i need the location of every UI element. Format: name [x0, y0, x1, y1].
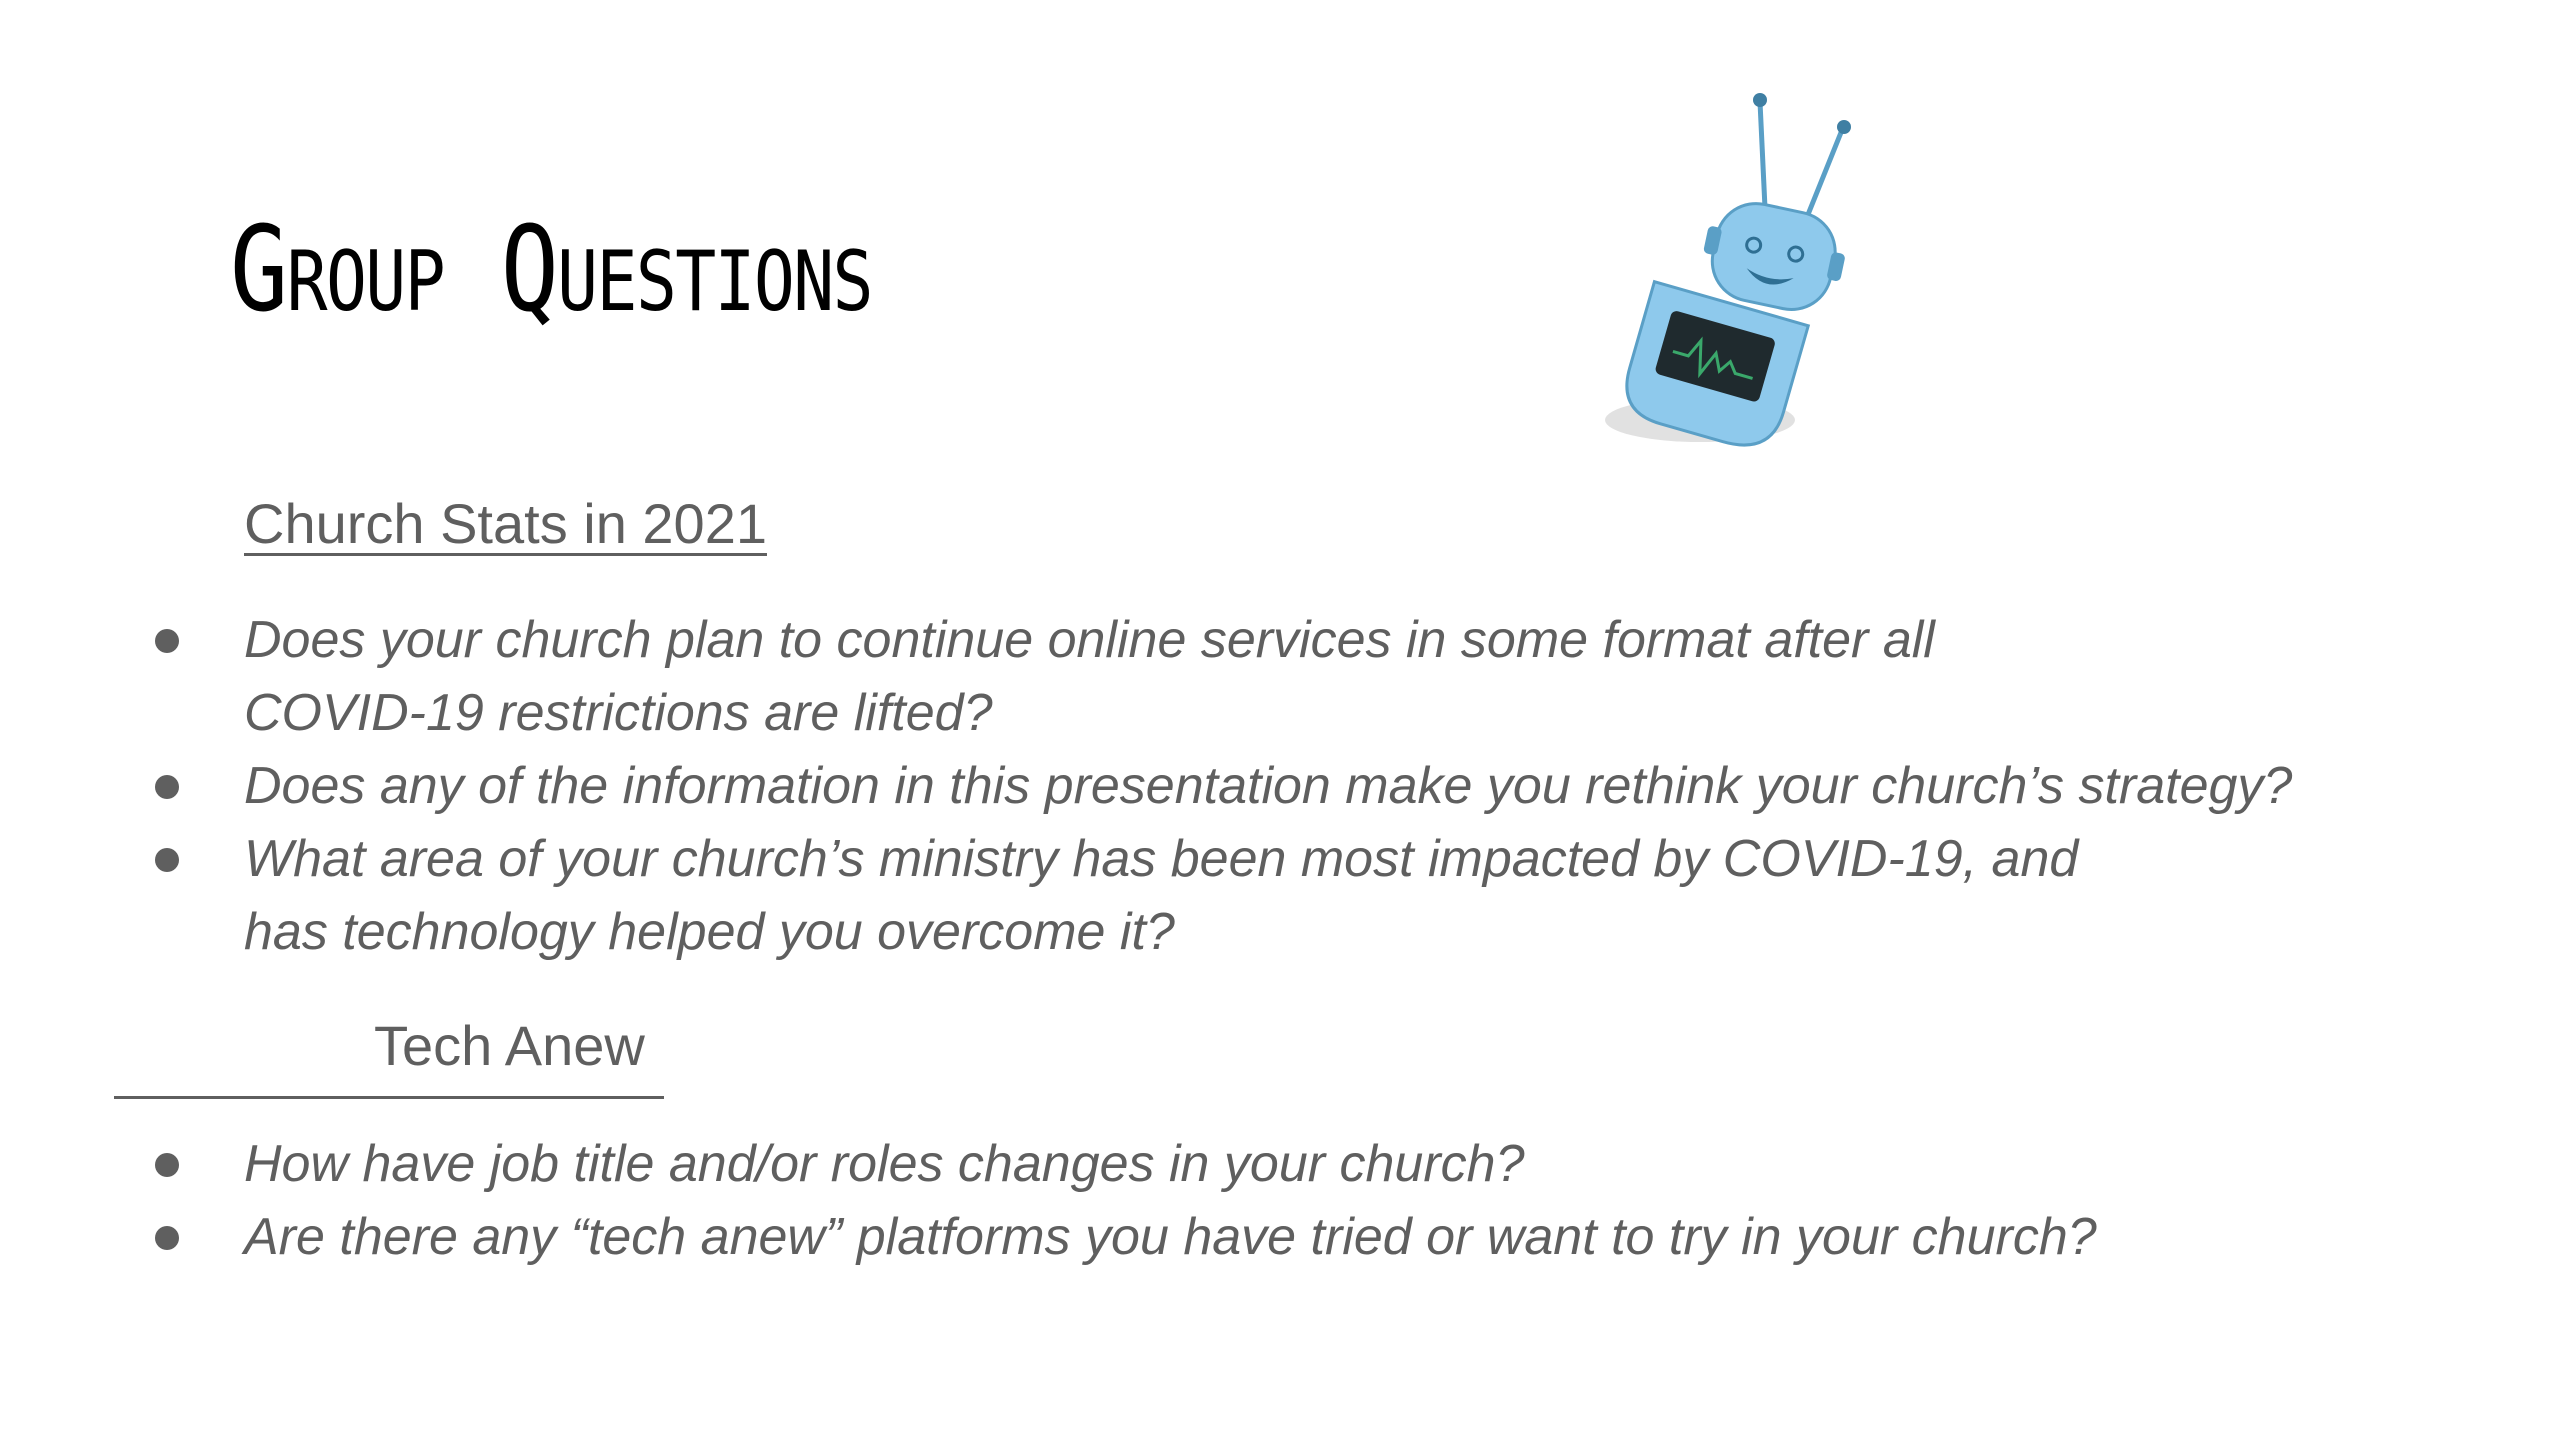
section-heading-tech-anew: Tech Anew [114, 1012, 664, 1099]
list-item: What area of your church’s ministry has been most impacted by COVID-19, and has technology helped you overcome it? [0, 823, 2292, 969]
bullet-icon [155, 775, 179, 799]
list-item: Does your church plan to continue online services in some format after all COVID-19 restrictions are lifted? [0, 604, 2292, 750]
slide-title: Group Questions [230, 200, 872, 338]
bullet-icon [155, 1226, 179, 1250]
bullet-icon [155, 1153, 179, 1177]
robot-icon [1580, 90, 1870, 470]
question-list-church-stats [0, 604, 2292, 969]
bullet-icon [155, 848, 179, 872]
list-item: Are there any “tech anew” platforms you have tried or want to try in your church? [0, 1201, 2097, 1274]
list-item: How have job title and/or roles changes in your church? [0, 1128, 2097, 1201]
section-heading-church-stats: Church Stats in 2021 [244, 492, 767, 555]
list-item: Does any of the information in this presentation make you rethink your church’s strategy? [0, 750, 2292, 823]
bullet-icon [155, 629, 179, 653]
question-list-tech-anew [0, 1128, 2097, 1274]
